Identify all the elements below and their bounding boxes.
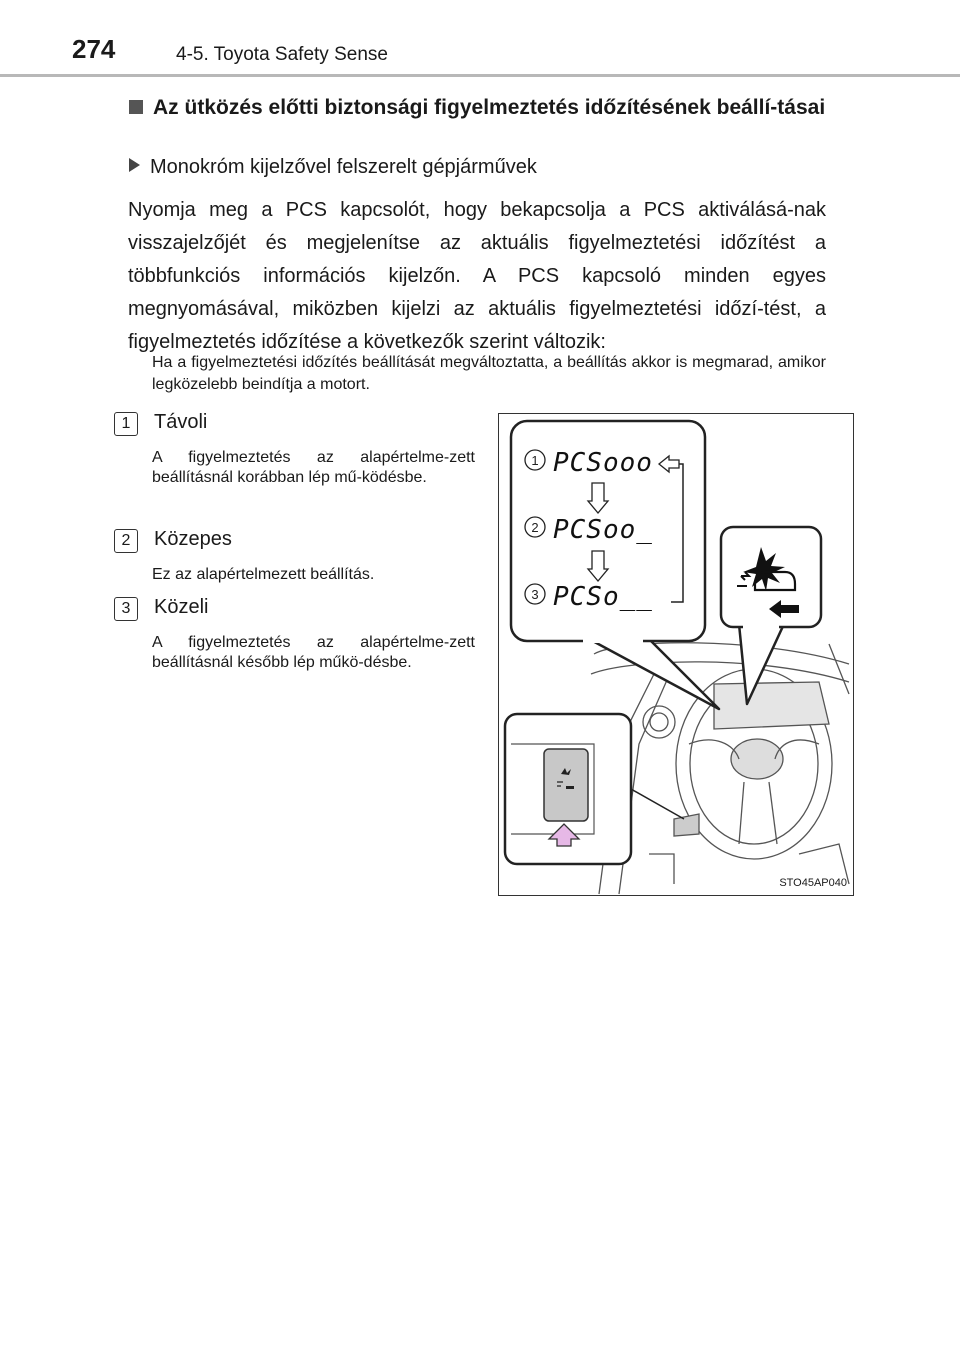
section-heading-text: Az ütközés előtti biztonsági figyelmeztetés időzítésének beállí-tásai bbox=[153, 96, 826, 119]
item-number-badge: 1 bbox=[114, 412, 138, 436]
display-row-text: PCSoo_ bbox=[553, 515, 653, 545]
chapter-title: 4-5. Toyota Safety Sense bbox=[176, 44, 388, 65]
page-header bbox=[0, 0, 960, 78]
dashboard-figure bbox=[498, 413, 854, 896]
item-description: Ez az alapértelmezett beállítás. bbox=[152, 566, 375, 583]
note-paragraph: Ha a figyelmeztetési időzítés beállítását megváltoztatta, a beállítás akkor is megmarad, amikor legközelebb beindítja a motort. bbox=[152, 354, 826, 393]
display-row-number: 1 bbox=[531, 453, 539, 468]
item-title: Közeli bbox=[154, 596, 209, 618]
figure-code: STO45AP040 bbox=[779, 877, 847, 889]
page-number: 274 bbox=[72, 34, 116, 64]
body-paragraph: Nyomja meg a PCS kapcsolót, hogy bekapcsolja a PCS aktiválásá-nak visszajelzőjét és megjelenítse az aktuális figyelmeztetési időzítést a többfunkciós információs kijelzőn. A PCS kapcsoló minden egyes megnyomásával, miközben kijelzi az aktuális figyelmeztetési időzí-tést, a figyelmeztetés időzítése a következők szerint változik: bbox=[128, 199, 826, 353]
dashboard-illustration bbox=[499, 414, 853, 895]
pcs-switch-button[interactable] bbox=[544, 749, 588, 821]
square-bullet-icon bbox=[129, 100, 143, 114]
item-title: Távoli bbox=[154, 411, 208, 433]
display-row-number: 2 bbox=[531, 520, 539, 535]
subheading bbox=[129, 156, 537, 179]
display-row-number: 3 bbox=[531, 587, 539, 602]
header-divider bbox=[0, 74, 960, 77]
display-row-text: PCSooo bbox=[553, 448, 653, 478]
item-title: Közepes bbox=[154, 528, 232, 550]
warning-callout bbox=[721, 527, 821, 704]
item-description: A figyelmeztetés az alapértelme-zett beállításnál később lép műkö-désbe. bbox=[152, 634, 475, 671]
display-row-text: PCSo__ bbox=[553, 582, 653, 612]
item-number-badge: 3 bbox=[114, 597, 138, 621]
item-number-badge: 2 bbox=[114, 529, 138, 553]
subheading-text: Monokróm kijelzővel felszerelt gépjárművek bbox=[150, 156, 537, 178]
triangle-bullet-icon bbox=[129, 158, 140, 172]
display-callout bbox=[511, 421, 719, 709]
switch-inset bbox=[505, 714, 684, 864]
item-description: A figyelmeztetés az alapértelme-zett beállításnál korábban lép mű-ködésbe. bbox=[152, 449, 475, 486]
section-heading bbox=[129, 92, 829, 124]
